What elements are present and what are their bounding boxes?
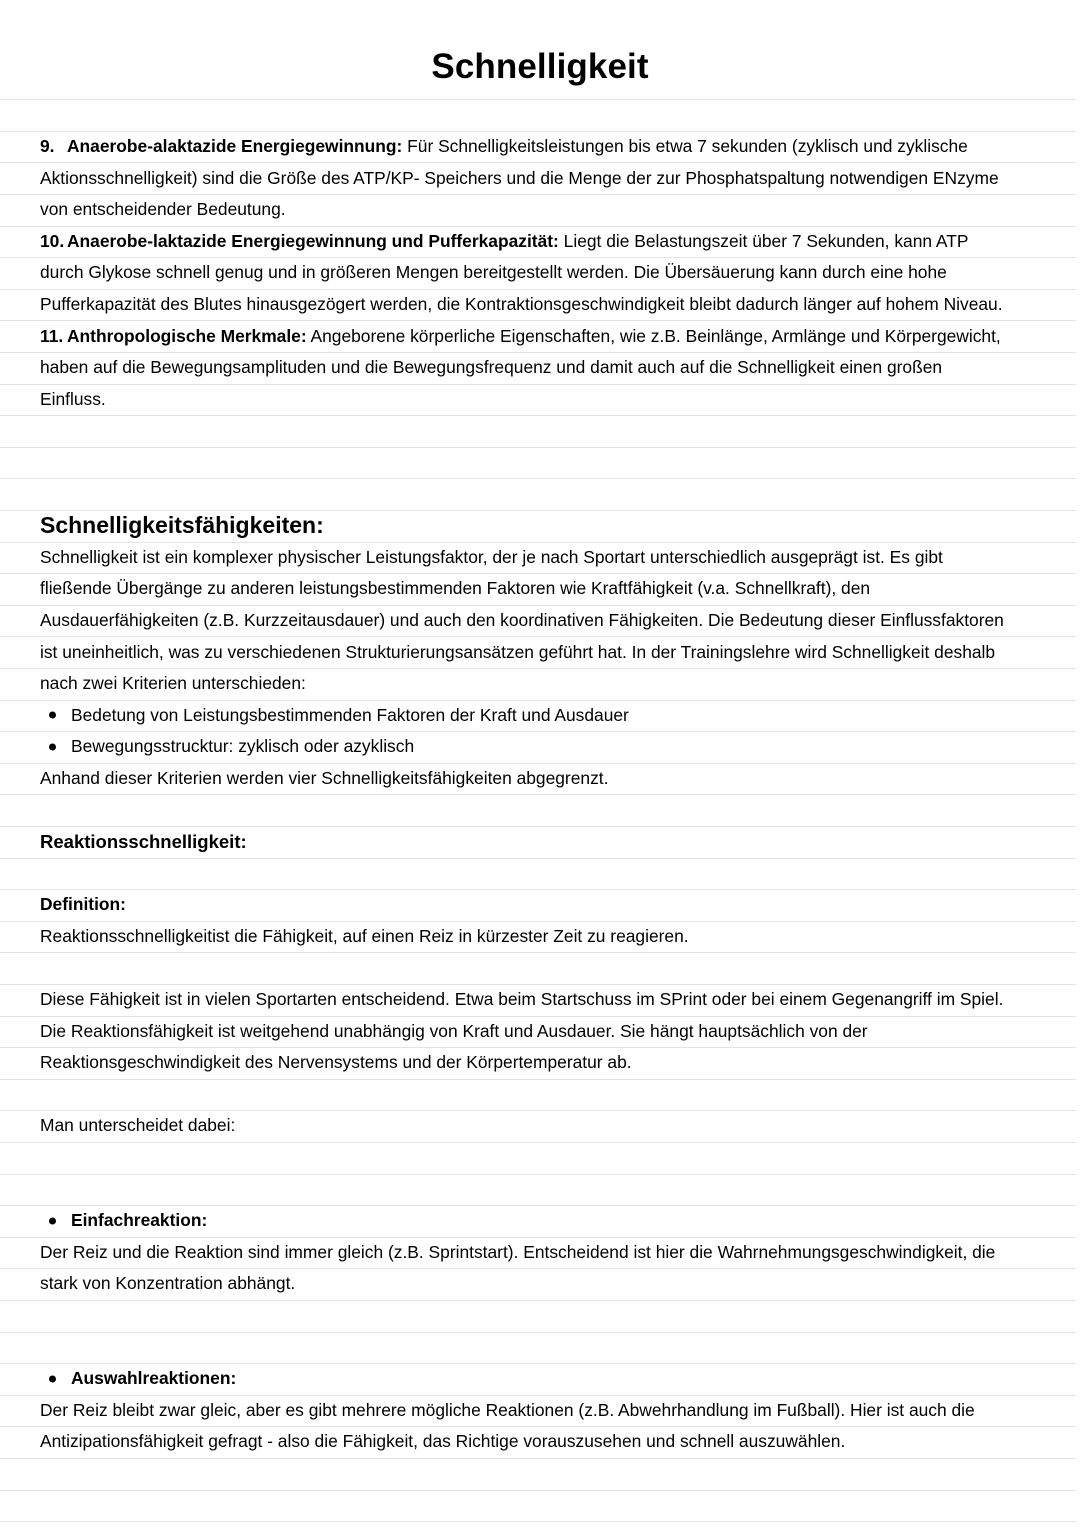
section-0-bullet-2	[40, 731, 1048, 763]
section-1-paragraph-line-3: Reaktionsgeschwindigkeit des Nervensystems und der Körpertemperatur ab.	[40, 1052, 632, 1073]
sub-item-einfachreaktion-line-2: stark von Konzentration abhängt.	[40, 1273, 296, 1294]
list-item-10-text-1: Liegt die Belastungszeit über 7 Sekunden, kann ATP	[558, 230, 969, 251]
bullet-dot-icon	[49, 1217, 56, 1224]
ruled-line	[0, 1490, 1076, 1491]
list-item-9-line-3: von entscheidender Bedeutung.	[40, 199, 286, 220]
spacer-row	[40, 1079, 1048, 1111]
section-0-bullet-1-text: Bedetung von Leistungsbestimmenden Faktoren der Kraft und Ausdauer	[71, 704, 629, 725]
list-item-11-line-1	[40, 321, 1048, 353]
ruled-line	[0, 99, 1076, 100]
list-item-10-line-2: durch Glykose schnell genug und in größeren Mengen bereitgestellt werden. Die Übersäuerung kann durch eine hohe	[40, 262, 947, 283]
ruled-line	[0, 1521, 1076, 1522]
list-item-9-term: Anaerobe-alaktazide Energiegewinnung:	[67, 136, 403, 156]
spacer-row	[40, 479, 1048, 511]
spacer-row	[40, 794, 1048, 826]
list-item-10-term: Anaerobe-laktazide Energiegewinnung und Pufferkapazität:	[67, 230, 559, 251]
list-item-11-number: 11.	[40, 325, 64, 346]
list-item-9-line-2: Aktionsschnelligkeit) sind die Größe des ATP/KP- Speichers und die Menge der zur Phosphatspaltung notwendigen ENzyme	[40, 167, 999, 188]
section-0-bullet-2-text: Bewegungsstrucktur: zyklisch oder azyklisch	[71, 736, 415, 757]
section-1-intro-line: Man unterscheidet dabei:	[40, 1115, 236, 1136]
list-item-11-text-1: Angeborene körperliche Eigenschaften, wie z.B. Beinlänge, Armlänge und Körpergewicht,	[306, 325, 1001, 346]
document-body	[40, 131, 1048, 1458]
sub-item-einfachreaktion-label-row	[40, 1205, 1048, 1237]
section-0-paragraph-line-3: Ausdauerfähigkeiten (z.B. Kurzzeitausdauer) und auch den koordinativen Fähigkeiten. Die Bedeutung dieser Einflussfaktoren	[40, 609, 1004, 630]
definition-text: Reaktionsschnelligkeitist die Fähigkeit, auf einen Reiz in kürzester Zeit zu reagieren.	[40, 925, 689, 946]
list-item-10-number: 10.	[40, 230, 65, 251]
spacer-row	[40, 1142, 1048, 1174]
section-1-paragraph-line-1: Diese Fähigkeit ist in vielen Sportarten entscheidend. Etwa beim Startschuss im SPrint oder bei einem Gegenangriff im Spiel.	[40, 989, 1004, 1010]
sub-item-auswahlreaktionen-label: Auswahlreaktionen:	[71, 1368, 237, 1389]
page-title: Schnelligkeit	[431, 47, 649, 86]
spacer-row	[40, 1300, 1048, 1332]
section-0-paragraph-line-2: fließende Übergänge zu anderen leistungsbestimmenden Faktoren wie Kraftfähigkeit (v.a. Schnellkraft), den	[40, 578, 871, 599]
bullet-dot-icon	[49, 744, 56, 751]
spacer-row	[40, 447, 1048, 479]
list-item-11-line-3: Einfluss.	[40, 388, 106, 409]
list-item-11-term: Anthropologische Merkmale:	[67, 325, 307, 346]
spacer-row	[40, 1332, 1048, 1364]
list-item-9-text-1: Für Schnelligkeitsleistungen bis etwa 7 sekunden (zyklisch und zyklische	[402, 136, 968, 156]
ruled-line	[0, 1458, 1076, 1459]
bullet-dot-icon	[49, 1375, 56, 1382]
section-0-paragraph-line-1: Schnelligkeit ist ein komplexer physischer Leistungsfaktor, der je nach Sportart unterschiedlich ausgeprägt ist. Es gibt	[40, 546, 943, 567]
sub-item-auswahlreaktionen-label-row	[40, 1363, 1048, 1395]
section-heading-schnelligkeitsfaehigkeiten: Schnelligkeitsfähigkeiten:	[40, 512, 324, 539]
spacer-row	[40, 1174, 1048, 1206]
section-heading-reaktionsschnelligkeit: Reaktionsschnelligkeit:	[40, 831, 247, 853]
section-0-paragraph-line-4: ist uneinheitlich, was zu verschiedenen Strukturierungsansätzen geführt hat. In der Trainingslehre wird Schnelligkeit deshalb	[40, 641, 996, 662]
list-item-11-line-2: haben auf die Bewegungsamplituden und die Bewegungsfrequenz und damit auch auf die Schnelligkeit einen großen	[40, 357, 943, 378]
section-0-closing-line: Anhand dieser Kriterien werden vier Schnelligkeitsfähigkeiten abgegrenzt.	[40, 767, 609, 788]
bullet-dot-icon	[49, 712, 56, 719]
list-item-9-line-1	[40, 131, 1048, 163]
spacer-row	[40, 415, 1048, 447]
spacer-row	[40, 952, 1048, 984]
definition-label: Definition:	[40, 894, 126, 915]
section-0-bullet-1	[40, 700, 1048, 732]
section-0-paragraph-line-5: nach zwei Kriterien unterschieden:	[40, 673, 306, 694]
sub-item-auswahlreaktionen-line-1: Der Reiz bleibt zwar gleic, aber es gibt mehrere mögliche Reaktionen (z.B. Abwehrhandlung im Fußball). Hier ist auch die	[40, 1399, 975, 1420]
list-item-10-line-3: Pufferkapazität des Blutes hinausgezögert werden, die Kontraktionsgeschwindigkeit bleibt dadurch länger auf hohem Niveau.	[40, 293, 1003, 314]
sub-item-einfachreaktion-label: Einfachreaktion:	[71, 1210, 208, 1231]
section-1-paragraph-line-2: Die Reaktionsfähigkeit ist weitgehend unabhängig von Kraft und Ausdauer. Sie hängt hauptsächlich von der	[40, 1020, 868, 1041]
list-item-10-line-1	[40, 226, 1048, 258]
sub-item-einfachreaktion-line-1: Der Reiz und die Reaktion sind immer gleich (z.B. Sprintstart). Entscheidend ist hier die Wahrnehmungsgeschwindigkeit, die	[40, 1241, 996, 1262]
list-item-9-number: 9.	[40, 136, 55, 156]
spacer-row	[40, 858, 1048, 890]
sub-item-auswahlreaktionen-line-2: Antizipationsfähigkeit gefragt - also die Fähigkeit, das Richtige vorauszusehen und schnell auszuwählen.	[40, 1431, 846, 1452]
